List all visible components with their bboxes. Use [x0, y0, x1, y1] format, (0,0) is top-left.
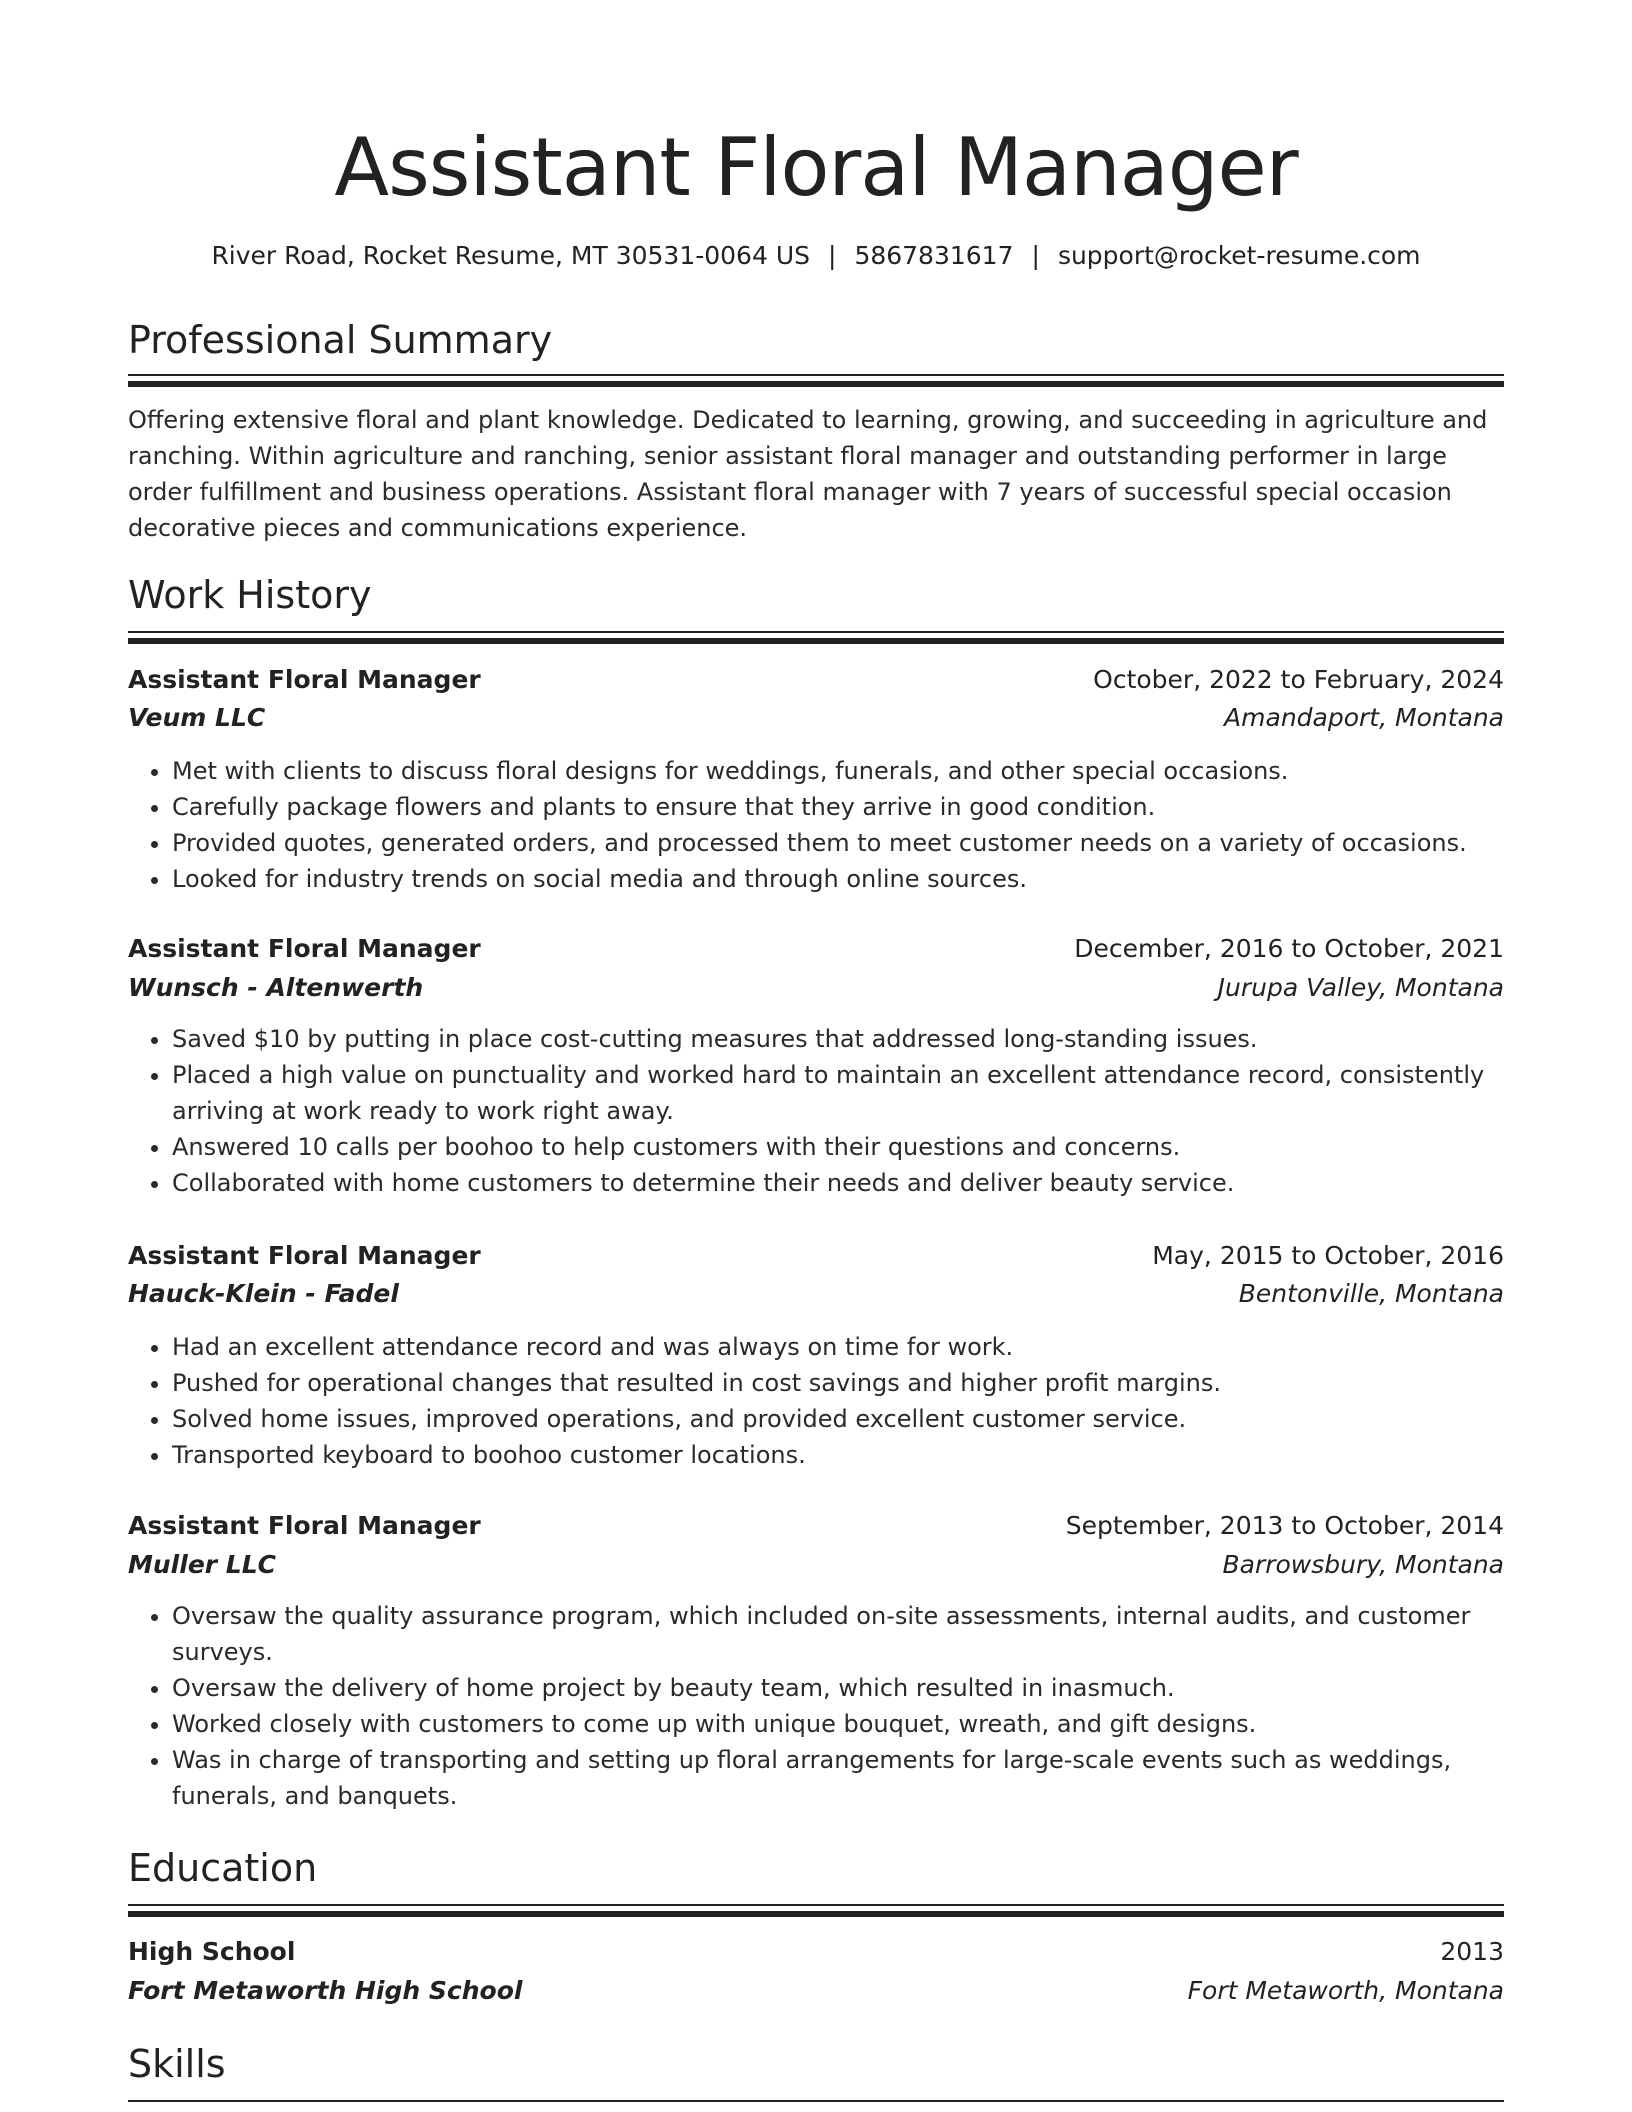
job-role: Assistant Floral Manager	[128, 1241, 481, 1270]
section-title-skills: Skills	[128, 2042, 226, 2086]
contact-separator: |	[1031, 241, 1040, 270]
job-dates: May, 2015 to October, 2016	[1152, 1241, 1504, 1270]
job-subheader	[128, 699, 1504, 737]
list-item: • Provided quotes, generated orders, and processed them to meet customer needs on a variety of occasions.	[172, 825, 1504, 861]
education-location: Fort Metaworth, Montana	[1187, 1976, 1504, 2005]
education-degree: High School	[128, 1937, 296, 1966]
job-header	[128, 1507, 1504, 1545]
job-role: Assistant Floral Manager	[128, 1511, 481, 1540]
education-subheader	[128, 1972, 1504, 2010]
education-header	[128, 1933, 1504, 1971]
section-divider	[128, 631, 1504, 645]
section-divider	[128, 1904, 1504, 1918]
section-divider	[128, 2100, 1504, 2102]
job-dates: October, 2022 to February, 2024	[1093, 665, 1504, 694]
section-divider	[128, 374, 1504, 388]
job-subheader	[128, 969, 1504, 1007]
list-item: • Met with clients to discuss floral designs for weddings, funerals, and other special occasions.	[172, 753, 1504, 789]
job-subheader	[128, 1275, 1504, 1313]
list-item: • Placed a high value on punctuality and worked hard to maintain an excellent attendance record, consistently arriving at work ready to work right away.	[172, 1057, 1504, 1129]
contact-phone: 5867831617	[854, 241, 1014, 270]
job-company: Muller LLC	[128, 1550, 277, 1579]
list-item: • Pushed for operational changes that resulted in cost savings and higher profit margins.	[172, 1365, 1504, 1401]
list-item: • Collaborated with home customers to determine their needs and deliver beauty service.	[172, 1165, 1504, 1201]
education-year: 2013	[1440, 1937, 1504, 1966]
resume-name: Assistant Floral Manager	[334, 121, 1298, 214]
list-item: • Carefully package flowers and plants to ensure that they arrive in good condition.	[172, 789, 1504, 825]
job-dates: December, 2016 to October, 2021	[1074, 934, 1504, 963]
list-item: • Looked for industry trends on social media and through online sources.	[172, 861, 1504, 897]
list-item: • Was in charge of transporting and setting up floral arrangements for large-scale events such as weddings, funerals, and banquets.	[172, 1742, 1504, 1814]
list-item: • Oversaw the delivery of home project by beauty team, which resulted in inasmuch.	[172, 1670, 1504, 1706]
list-item: • Worked closely with customers to come up with unique bouquet, wreath, and gift designs.	[172, 1706, 1504, 1742]
summary-text: Offering extensive floral and plant knowledge. Dedicated to learning, growing, and succeeding in agriculture and ranching. Within agriculture and ranching, senior assistant floral manager and outstanding performer in large order fulfillment and business operations. Assistant floral manager with 7 years of successful special occasion decorative pieces and communications experience.	[128, 406, 1488, 542]
job-header	[128, 1237, 1504, 1275]
education-school: Fort Metaworth High School	[128, 1976, 523, 2005]
contact-separator: |	[828, 241, 837, 270]
job-role: Assistant Floral Manager	[128, 934, 481, 963]
job-bullets	[128, 1329, 1504, 1473]
list-item: • Oversaw the quality assurance program, which included on-site assessments, internal audits, and customer surveys.	[172, 1598, 1504, 1670]
section-title-summary: Professional Summary	[128, 318, 553, 362]
job-header	[128, 930, 1504, 968]
contact-address: River Road, Rocket Resume, MT 30531-0064 US	[211, 241, 810, 270]
job-role: Assistant Floral Manager	[128, 665, 481, 694]
job-header	[128, 661, 1504, 699]
section-title-work: Work History	[128, 573, 372, 617]
job-bullets	[128, 753, 1504, 897]
contact-email: support@rocket-resume.com	[1057, 241, 1421, 270]
list-item: • Solved home issues, improved operations, and provided excellent customer service.	[172, 1401, 1504, 1437]
job-subheader	[128, 1546, 1504, 1584]
job-company: Veum LLC	[128, 703, 266, 732]
list-item: • Had an excellent attendance record and was always on time for work.	[172, 1329, 1504, 1365]
job-dates: September, 2013 to October, 2014	[1065, 1511, 1504, 1540]
job-location: Bentonville, Montana	[1238, 1279, 1504, 1308]
job-location: Amandaport, Montana	[1224, 703, 1504, 732]
job-bullets	[128, 1021, 1504, 1201]
section-title-education: Education	[128, 1846, 318, 1890]
contact-line	[128, 236, 1504, 276]
job-location: Jurupa Valley, Montana	[1217, 973, 1504, 1002]
job-company: Wunsch - Altenwerth	[128, 973, 424, 1002]
list-item: • Transported keyboard to boohoo customer locations.	[172, 1437, 1504, 1473]
job-bullets	[128, 1598, 1504, 1814]
list-item: • Answered 10 calls per boohoo to help customers with their questions and concerns.	[172, 1129, 1504, 1165]
list-item: • Saved $10 by putting in place cost-cutting measures that addressed long-standing issues.	[172, 1021, 1504, 1057]
job-location: Barrowsbury, Montana	[1222, 1550, 1504, 1579]
job-company: Hauck-Klein - Fadel	[128, 1279, 399, 1308]
